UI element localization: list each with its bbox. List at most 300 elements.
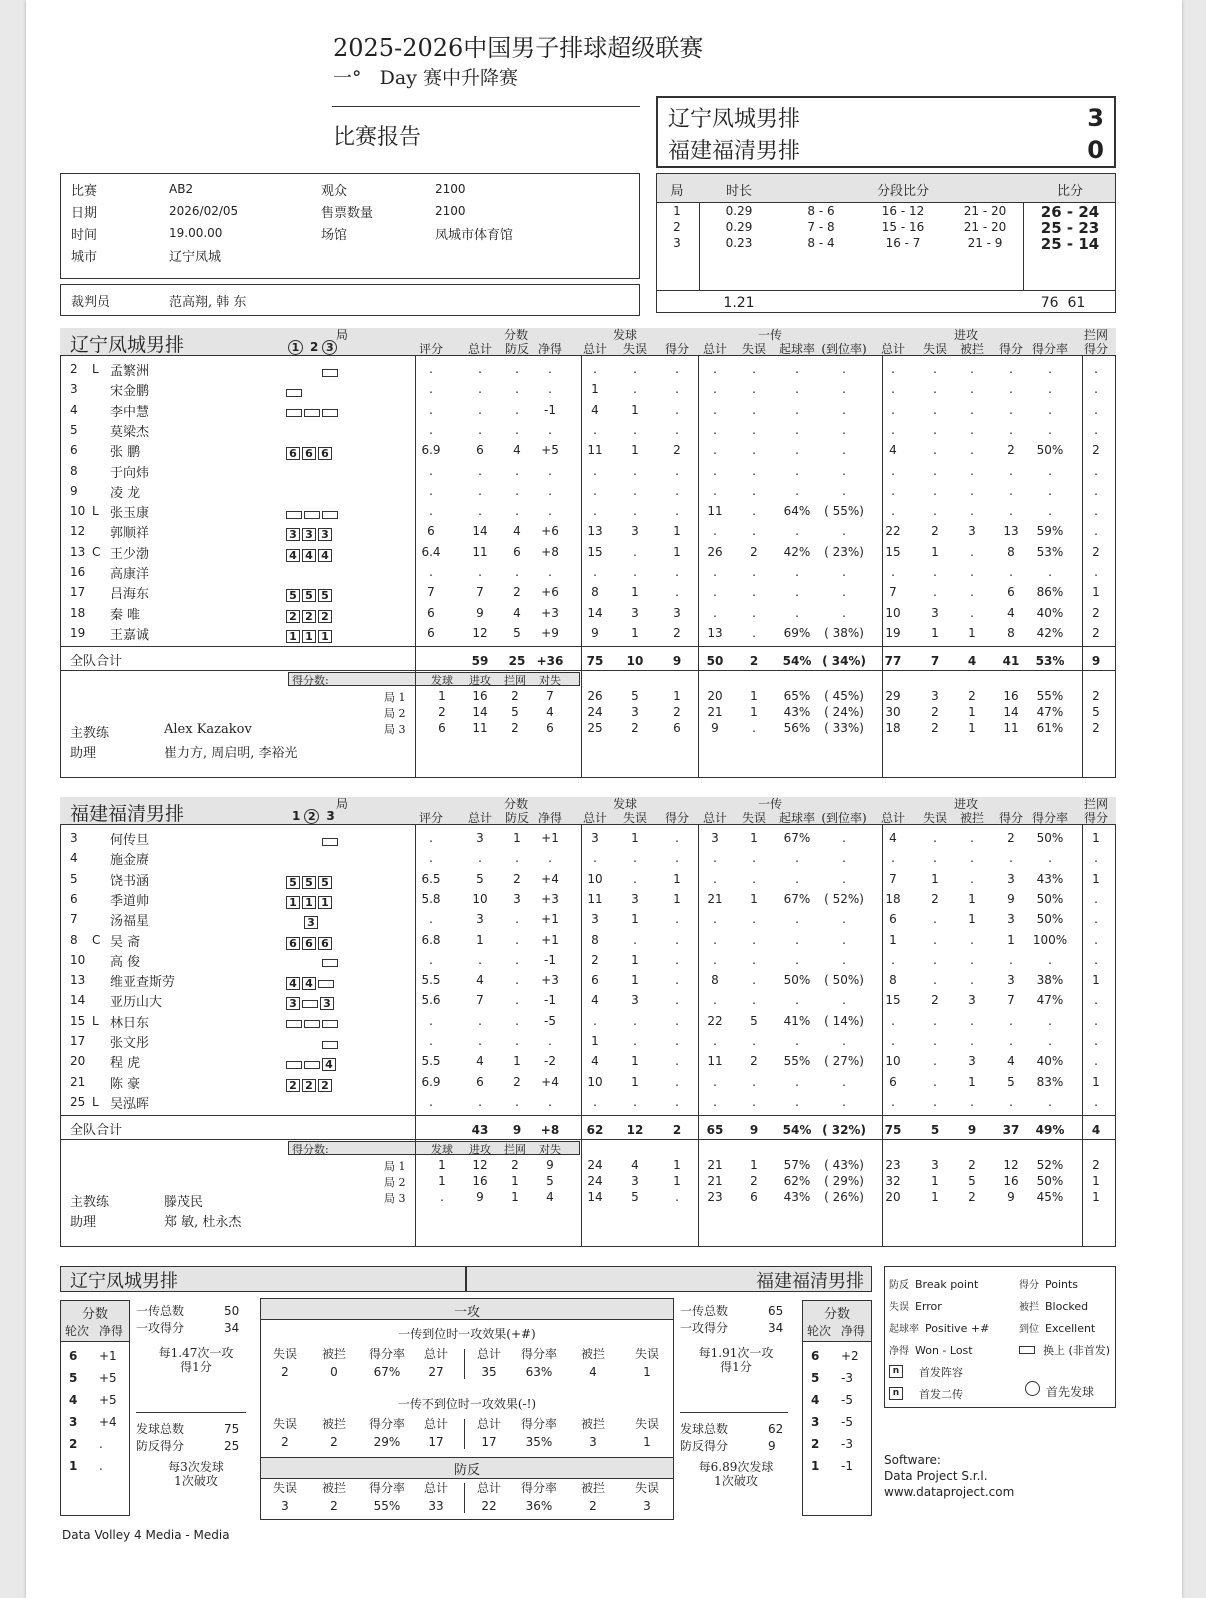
stat-cell: . [478, 565, 482, 579]
stat-cell: . [478, 1094, 482, 1109]
a-so-points-label: 一攻得分 [136, 1321, 185, 1335]
player-name: 陈 豪 [110, 1076, 141, 1092]
stat-cell: 4 [476, 973, 484, 988]
col-group-attack: 进攻 [953, 328, 979, 342]
rotation-number: 4 [811, 1393, 820, 1407]
teamA-name: 辽宁凤城男排 [70, 334, 185, 356]
match-value: AB2 [169, 182, 194, 196]
legend-item: 起球率 Positive +# [889, 1322, 990, 1335]
set-stat-cell: 2 [931, 721, 939, 736]
b-rec-total-label: 一传总数 [680, 1304, 729, 1318]
player-row [60, 991, 1116, 1011]
player-set-boxes [286, 504, 340, 523]
set-stat-cell: 5 [631, 1190, 639, 1205]
player-number: 13 [70, 973, 86, 988]
set-stat-cell: 11 [1003, 721, 1019, 736]
stat-cell: 6 [1007, 585, 1015, 600]
set-stat-cell: ( 24%) [824, 705, 864, 720]
legend-first-serve: 首先发球 [1025, 1381, 1094, 1400]
stat-cell: 53% [1036, 544, 1064, 559]
col-header: 失误 [922, 811, 948, 825]
stat-cell: . [752, 422, 756, 437]
set-row-label: 局 2 [384, 707, 406, 721]
stat-cell: 9 [1007, 891, 1015, 906]
stat-cell: 1 [631, 952, 639, 967]
set-split-cell: 7 [546, 689, 554, 704]
set-stat-cell: 24 [587, 1158, 603, 1173]
set-row-label: 局 3 [384, 723, 406, 737]
player-name: 张玉康 [110, 506, 150, 522]
stat-cell: 3 [673, 605, 681, 620]
stat-cell: . [752, 565, 756, 579]
player-set-boxes [286, 443, 334, 462]
legend-item: 被拦 Blocked [1019, 1300, 1089, 1313]
col-header: 起球率 [778, 811, 816, 825]
stat-cell: . [970, 402, 974, 417]
player-row [60, 563, 1116, 583]
stat-cell: . [970, 952, 974, 967]
stat-cell: 1 [1092, 871, 1100, 886]
substitute-marker [322, 959, 338, 967]
stat-cell: 11 [472, 544, 488, 559]
stat-cell: . [891, 402, 895, 417]
stat-cell: 22 [707, 1013, 723, 1028]
col-header: 被拦 [959, 342, 985, 356]
stat-cell: . [933, 483, 937, 498]
player-name: 何传旦 [110, 833, 150, 848]
player-row [60, 870, 1116, 890]
player-set-boxes [286, 993, 336, 1012]
player-row [60, 522, 1116, 542]
starting-position: 3 [286, 528, 300, 541]
stat-cell: 5 [1007, 1074, 1015, 1089]
set-stat-cell: 56% [783, 721, 811, 736]
attack-value: 3 [589, 1435, 597, 1449]
stat-cell: 10 [587, 1074, 603, 1089]
stat-cell: . [891, 382, 895, 397]
rotation-b [802, 1300, 872, 1516]
stat-cell: . [1094, 891, 1098, 906]
stat-cell: 3 [591, 912, 599, 927]
sets-total-duration: 1.21 [723, 295, 755, 311]
set-stat-cell: 6 [673, 721, 681, 736]
set-partial-8: 8 - 4 [807, 236, 835, 250]
player-name: 季道帅 [110, 893, 150, 909]
player-row [60, 829, 1116, 849]
set-split-cell: 1 [511, 1190, 519, 1205]
col-header: 总计 [880, 811, 906, 825]
stat-cell: . [429, 831, 433, 845]
set-stat-cell: . [752, 721, 756, 736]
stat-cell: . [713, 402, 717, 417]
stat-cell: . [1094, 463, 1098, 478]
player-row [60, 971, 1116, 991]
set-partial-21: 21 - 9 [967, 236, 1003, 250]
stat-cell: . [933, 973, 937, 988]
software-credit: Software: Data Project S.r.l. www.dataproject.com [884, 1453, 1015, 1499]
set-duration: 0.29 [725, 220, 753, 234]
substitute-marker [322, 1041, 338, 1049]
attack-col-header: 被拦 [580, 1347, 606, 1361]
stat-cell: -2 [544, 1054, 556, 1069]
set-number: 2 [673, 220, 681, 234]
attack-col-header: 总计 [476, 1417, 502, 1431]
stat-cell: . [429, 422, 433, 437]
team-total-cell: 43 [471, 1123, 489, 1138]
stat-cell: . [1048, 1034, 1052, 1048]
team-total-cell: 10 [626, 654, 644, 669]
stat-cell: . [633, 504, 637, 519]
attack-col-header: 失误 [272, 1347, 298, 1361]
col-header: 失误 [922, 342, 948, 356]
scoreboard-sets-a: 3 [1087, 104, 1104, 132]
set-mark: 2 [310, 340, 319, 354]
stat-cell: . [970, 1094, 974, 1109]
team-total-cell: 12 [626, 1123, 644, 1138]
attack-value: 0 [330, 1365, 338, 1379]
stat-cell: 7 [476, 585, 484, 600]
stat-cell: 50% [1036, 912, 1064, 927]
attack-col-header: 失误 [634, 1417, 660, 1431]
set-duration: 0.29 [725, 204, 753, 218]
col-header: 总计 [880, 342, 906, 356]
starting-position: 3 [302, 528, 316, 541]
stat-cell: 1 [750, 831, 758, 845]
stat-cell: . [795, 362, 799, 376]
stat-cell: 6 [476, 1074, 484, 1089]
col-header: 得分 [998, 811, 1024, 825]
attack-col-header: 得分率 [368, 1417, 406, 1431]
attack-col-header: 得分率 [368, 1481, 406, 1495]
set-split-cell: 12 [472, 1158, 488, 1173]
stat-cell: . [713, 585, 717, 600]
a-bp-note2: 1次破攻 [174, 1474, 218, 1488]
team-total-cell: 9 [672, 654, 682, 669]
team-total-cell: 65 [706, 1123, 724, 1138]
col-header: 总计 [702, 342, 728, 356]
stat-cell: . [842, 831, 846, 845]
player-role: L [92, 1094, 99, 1109]
stat-cell: +1 [541, 912, 559, 927]
stat-cell: . [429, 952, 433, 967]
col-header: 得分率 [1031, 811, 1069, 825]
attack-col-header: 被拦 [580, 1481, 606, 1495]
player-row [60, 910, 1116, 930]
stat-cell: . [970, 1034, 974, 1048]
col-group-block: 拦网 [1083, 328, 1109, 342]
set-number: 3 [673, 236, 681, 250]
stat-cell: 11 [587, 891, 603, 906]
team-total-cell: 59 [471, 654, 489, 669]
set-stat-cell: 2 [1092, 1158, 1100, 1173]
stat-cell: 3 [968, 993, 976, 1008]
stat-cell: 7 [1007, 993, 1015, 1008]
player-name: 施金赓 [110, 853, 150, 869]
substitute-marker [286, 1020, 302, 1028]
col-header: 评分 [418, 811, 444, 825]
set-score: 25 - 23 [1040, 219, 1100, 237]
stat-cell: . [675, 402, 679, 417]
stat-cell: . [891, 851, 895, 866]
col-header: 防反 [504, 342, 530, 356]
stat-cell: . [891, 565, 895, 579]
referee-label: 裁判员 [71, 295, 111, 310]
stat-cell: . [933, 504, 937, 519]
stat-cell: . [891, 952, 895, 967]
substitute-marker [304, 1061, 320, 1069]
stat-cell: 1 [968, 1074, 976, 1089]
stat-cell: 8 [591, 585, 599, 600]
legend-item: 换上 (非首发) [1019, 1339, 1110, 1358]
player-set-boxes [286, 933, 334, 952]
team-total-cell: 4 [1091, 1123, 1101, 1138]
attack-value: 4 [589, 1365, 597, 1379]
stat-cell: . [429, 912, 433, 927]
scoreboard-sets-b: 0 [1087, 136, 1104, 164]
stat-cell: 1 [513, 1054, 521, 1069]
team-b-stats [60, 797, 1116, 1255]
stat-cell: 9 [591, 625, 599, 640]
rotation-a-col2: 净得 [99, 1324, 124, 1338]
player-row [60, 441, 1116, 461]
stat-cell: 6 [591, 973, 599, 988]
stat-cell: . [515, 952, 519, 967]
team-total-cell: 25 [508, 654, 526, 669]
col-header: 失误 [622, 811, 648, 825]
stat-cell: 1 [931, 544, 939, 559]
stat-cell: . [1048, 382, 1052, 397]
assistant-label: 助理 [70, 746, 97, 762]
col-group-points: 分数 [503, 797, 529, 811]
split-header: 进攻 [469, 674, 491, 688]
player-name: 秦 唯 [110, 607, 141, 623]
stat-cell: . [842, 605, 846, 620]
b-so-note2: 得1分 [720, 1360, 752, 1374]
player-name: 程 虎 [110, 1056, 141, 1072]
teamA-set-marks [288, 340, 340, 355]
stat-cell: 10 [885, 1054, 901, 1069]
stat-cell: 7 [427, 585, 435, 600]
split-header: 发球 [431, 674, 453, 688]
stat-cell: . [675, 565, 679, 579]
stat-cell: . [675, 1013, 679, 1028]
set-stat-cell: 32 [885, 1174, 901, 1189]
set-stat-cell: 21 [707, 1158, 723, 1173]
player-role: L [92, 1013, 99, 1028]
stat-cell: 1 [631, 1054, 639, 1069]
stat-cell: 50% [1036, 891, 1064, 906]
stat-cell: . [675, 1054, 679, 1069]
summary-team-b: 福建福清男排 [756, 1271, 864, 1292]
stat-cell: . [713, 524, 717, 539]
stat-cell: 3 [711, 831, 719, 845]
stat-cell: . [713, 605, 717, 620]
attack-col-header: 被拦 [321, 1347, 347, 1361]
stat-cell: . [933, 912, 937, 927]
set-split-cell: 6 [546, 721, 554, 736]
team-total-cell: 7 [930, 654, 940, 669]
stat-cell: 4 [889, 831, 897, 845]
spectators-value: 2100 [435, 182, 466, 196]
a-serve-total-value: 75 [224, 1422, 240, 1436]
set-partial-21: 21 - 20 [963, 204, 1007, 218]
player-set-boxes [286, 851, 340, 870]
stat-cell: 14 [587, 605, 603, 620]
b-so-points-label: 一攻得分 [680, 1321, 729, 1335]
stat-cell: +3 [541, 891, 559, 906]
rotation-a-title: 分数 [81, 1307, 109, 1322]
set-stat-cell: 1 [673, 689, 681, 704]
stat-cell: . [842, 1094, 846, 1109]
split-header-label: 得分数: [292, 1143, 329, 1157]
substitute-marker [318, 980, 334, 988]
set-stat-cell: 25 [587, 721, 603, 736]
scoreboard [656, 96, 1116, 168]
stat-cell: 2 [673, 625, 681, 640]
substitute-marker [286, 389, 302, 397]
set-split-cell: 4 [546, 1190, 554, 1205]
stat-cell: 3 [591, 831, 599, 845]
stat-cell: . [548, 463, 552, 478]
stat-cell: 1 [968, 891, 976, 906]
teamB-name: 福建福清男排 [70, 803, 185, 825]
stat-cell: ( 50%) [824, 973, 864, 988]
stat-cell: 6 [513, 544, 521, 559]
attack-col-header: 失误 [634, 1347, 660, 1361]
stat-cell: . [548, 382, 552, 397]
set-stat-cell: 45% [1036, 1190, 1064, 1205]
sets-header-partials: 分段比分 [876, 184, 930, 199]
sets-header-score: 比分 [1056, 184, 1084, 199]
starting-position: 6 [286, 447, 300, 460]
rotation-number: 6 [69, 1349, 78, 1363]
team-total-cell: 37 [1002, 1123, 1020, 1138]
b-bp-points-value: 9 [768, 1439, 776, 1453]
player-number: 14 [70, 993, 86, 1008]
a-rec-total-label: 一传总数 [136, 1304, 185, 1318]
set-stat-cell: 16 [1003, 689, 1019, 704]
set-split-cell: 1 [438, 689, 446, 704]
substitute-marker [302, 1000, 318, 1008]
stat-cell: 8 [711, 973, 719, 988]
attack-col-header: 被拦 [321, 1417, 347, 1431]
rotation-points: -5 [841, 1393, 853, 1407]
b-rec-total-value: 65 [768, 1304, 784, 1318]
stat-cell: 2 [750, 1054, 758, 1069]
stat-cell: 3 [968, 524, 976, 539]
stat-cell: . [795, 871, 799, 886]
player-number: 18 [70, 605, 86, 620]
stat-cell: . [515, 504, 519, 519]
stat-cell: . [752, 871, 756, 886]
attack-col-header: 被拦 [580, 1417, 606, 1431]
stat-cell: . [429, 463, 433, 478]
substitute-marker [304, 409, 320, 417]
stat-cell: . [842, 1034, 846, 1048]
stat-cell: 2 [513, 871, 521, 886]
b-bp-note2: 1次破攻 [714, 1474, 758, 1488]
legend-item: 到位 Excellent [1019, 1322, 1096, 1335]
player-name: 于向炜 [110, 465, 150, 481]
stat-cell: . [633, 851, 637, 866]
stat-cell: . [933, 463, 937, 478]
stat-cell: 50% [783, 973, 811, 988]
stat-cell: . [752, 993, 756, 1008]
set-partial-21: 21 - 20 [963, 220, 1007, 234]
stat-cell: . [891, 1034, 895, 1048]
stat-cell: . [842, 1074, 846, 1089]
set-stat-cell: 1 [673, 1174, 681, 1189]
assistant-names: 郑 敏, 杜永杰 [164, 1215, 242, 1231]
stat-cell: . [795, 1094, 799, 1109]
stat-cell: 3 [631, 524, 639, 539]
attack-value: 33 [428, 1499, 444, 1513]
rotation-number: 5 [69, 1371, 78, 1385]
stat-cell: . [1048, 402, 1052, 417]
stat-cell: . [429, 483, 433, 498]
set-stat-cell: 1 [931, 1190, 939, 1205]
col-group-block: 拦网 [1083, 797, 1109, 811]
stat-cell: . [478, 382, 482, 397]
set-mark: 2 [304, 809, 319, 824]
stat-cell: . [752, 483, 756, 498]
stat-cell: 1 [513, 831, 521, 845]
set-stat-cell: 20 [885, 1190, 901, 1205]
player-number: 17 [70, 585, 86, 600]
stat-cell: 1 [591, 382, 599, 397]
player-role: L [92, 504, 99, 519]
stat-cell: 42% [783, 544, 811, 559]
set-split-cell: 4 [546, 705, 554, 720]
col-header: 净得 [537, 342, 563, 356]
stat-cell: 4 [1007, 1054, 1015, 1069]
rotation-points: -5 [841, 1415, 853, 1429]
rotation-number: 1 [69, 1459, 78, 1473]
rotation-points: +5 [99, 1371, 117, 1385]
a-so-points-value: 34 [224, 1321, 240, 1335]
legend-item: 防反 Break point [889, 1278, 979, 1291]
player-set-boxes [286, 606, 334, 625]
stat-cell: . [1048, 1013, 1052, 1028]
player-row [60, 951, 1116, 971]
set-stat-cell: 9 [711, 721, 719, 736]
set-stat-cell: ( 33%) [824, 721, 864, 736]
stat-cell: 40% [1036, 605, 1064, 620]
stat-cell: 18 [885, 891, 901, 906]
player-name: 维亚查斯劳 [110, 975, 176, 991]
stat-cell: . [675, 483, 679, 498]
team-total-cell: +36 [536, 654, 564, 669]
stat-cell: 2 [1092, 625, 1100, 640]
stat-cell: . [842, 524, 846, 539]
starting-position: 5 [302, 589, 316, 602]
stat-cell: . [752, 851, 756, 866]
player-set-boxes [286, 1034, 340, 1053]
stat-cell: . [713, 443, 717, 458]
stat-cell: 7 [889, 871, 897, 886]
stat-cell: . [633, 362, 637, 376]
stat-cell: . [713, 912, 717, 927]
stat-cell: 15 [885, 544, 901, 559]
coach-label: 主教练 [70, 726, 110, 742]
set-partial-16: 16 - 12 [881, 204, 925, 218]
substitute-marker [322, 369, 338, 377]
team-total-cell: 54% [782, 1123, 812, 1138]
col-header: 总计 [702, 811, 728, 825]
player-name: 王少渤 [110, 546, 150, 562]
starting-position: 6 [318, 937, 332, 950]
stat-cell: 55% [783, 1054, 811, 1069]
